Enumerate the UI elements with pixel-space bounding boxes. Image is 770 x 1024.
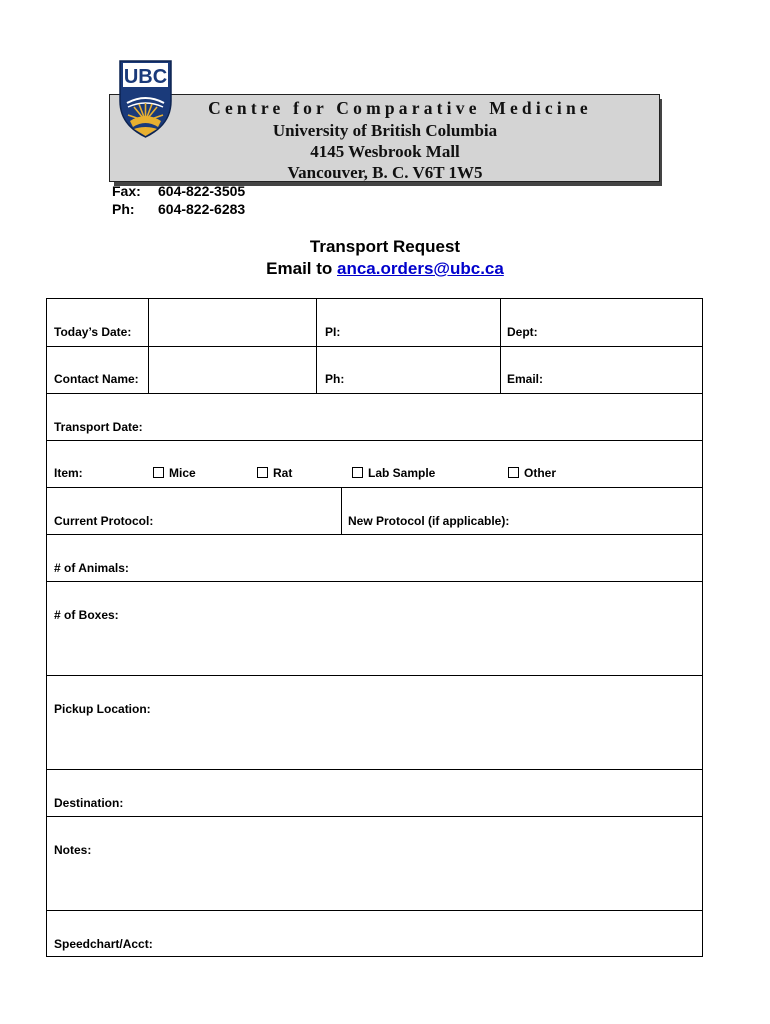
- item-option-mice[interactable]: [153, 466, 196, 480]
- row-divider: [47, 393, 702, 394]
- logo-text: UBC: [123, 66, 168, 88]
- notes-label: Notes:: [54, 843, 92, 857]
- row-divider: [47, 769, 702, 770]
- phone-value: 604-822-6283: [158, 201, 246, 217]
- contact-name-label: Contact Name:: [54, 372, 139, 386]
- email-line: [0, 259, 770, 279]
- fax-value: 604-822-3505: [158, 183, 246, 199]
- ph-label: Ph:: [325, 372, 345, 386]
- dept-label: Dept:: [507, 325, 538, 339]
- row-divider: [47, 487, 702, 488]
- centre-name: Centre for Comparative Medicine: [208, 98, 592, 118]
- column-divider: [341, 487, 342, 534]
- checkbox-icon[interactable]: [508, 467, 519, 478]
- row-divider: [47, 346, 702, 347]
- email-link[interactable]: anca.orders@ubc.ca: [337, 259, 504, 278]
- transport-request-form: [46, 298, 703, 957]
- column-divider: [148, 299, 149, 393]
- checkbox-icon[interactable]: [257, 467, 268, 478]
- item-option-rat[interactable]: [257, 466, 292, 480]
- row-divider: [47, 581, 702, 582]
- num-animals-label: # of Animals:: [54, 561, 129, 575]
- phone-label: Ph:: [112, 201, 135, 217]
- item-option-lab-sample[interactable]: [352, 466, 435, 480]
- new-protocol-label: New Protocol (if applicable):: [348, 514, 510, 528]
- university-name: University of British Columbia: [272, 121, 498, 140]
- street-address: 4145 Wesbrook Mall: [310, 142, 460, 161]
- header-text: [110, 96, 660, 183]
- speedchart-label: Speedchart/Acct:: [54, 937, 153, 951]
- row-divider: [47, 440, 702, 441]
- item-option-label: Rat: [273, 466, 293, 480]
- pickup-location-label: Pickup Location:: [54, 702, 151, 716]
- row-divider: [47, 816, 702, 817]
- item-option-other[interactable]: [508, 466, 556, 480]
- checkbox-icon[interactable]: [352, 467, 363, 478]
- row-divider: [47, 534, 702, 535]
- fax-label: Fax:: [112, 183, 141, 199]
- current-protocol-label: Current Protocol:: [54, 514, 154, 528]
- city-address: Vancouver, B. C. V6T 1W5: [287, 163, 483, 182]
- column-divider: [500, 299, 501, 393]
- num-boxes-label: # of Boxes:: [54, 608, 119, 622]
- item-option-label: Mice: [169, 466, 196, 480]
- destination-label: Destination:: [54, 796, 124, 810]
- row-divider: [47, 675, 702, 676]
- email-prefix: Email to: [266, 259, 338, 278]
- phone-line: [112, 201, 245, 217]
- transport-date-label: Transport Date:: [54, 420, 143, 434]
- form-title: Transport Request: [309, 237, 461, 256]
- fax-line: [112, 183, 245, 199]
- row-divider: [47, 910, 702, 911]
- column-divider: [316, 299, 317, 393]
- item-option-label: Lab Sample: [368, 466, 436, 480]
- checkbox-icon[interactable]: [153, 467, 164, 478]
- todays-date-label: Today’s Date:: [54, 325, 132, 339]
- pi-label: PI:: [325, 325, 341, 339]
- email-label: Email:: [507, 372, 544, 386]
- item-option-label: Other: [524, 466, 557, 480]
- item-label: Item:: [54, 466, 83, 480]
